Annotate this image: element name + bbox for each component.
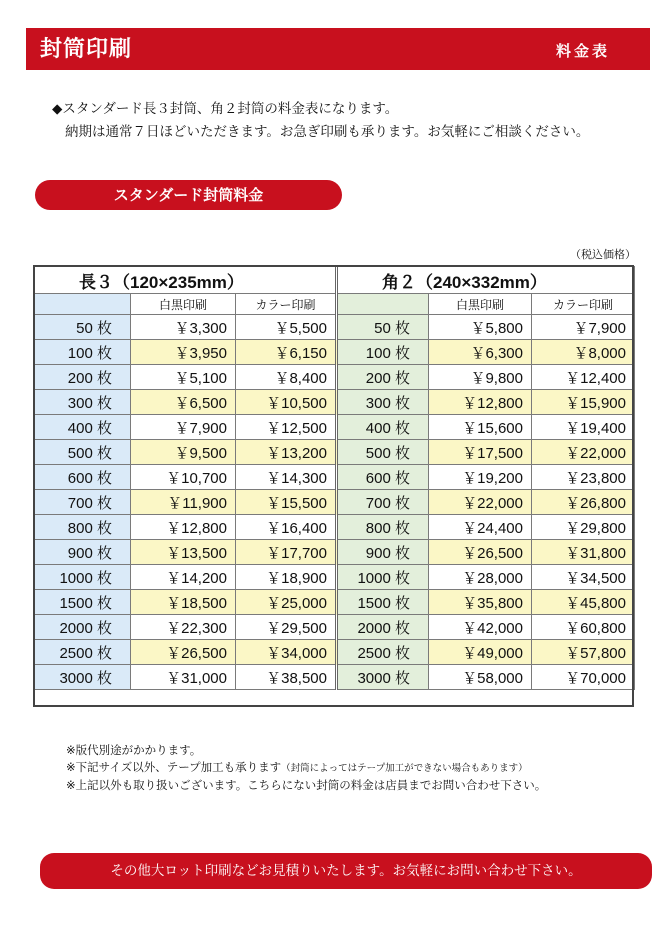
qty-cell-right: 2000 枚 — [337, 615, 429, 640]
notes — [66, 742, 546, 794]
color-price-kaku2: ￥26,800 — [532, 490, 635, 515]
qty-cell-left: 1500 枚 — [35, 590, 131, 615]
mono-price-naga3: ￥12,800 — [131, 515, 236, 540]
mono-price-naga3: ￥7,900 — [131, 415, 236, 440]
table-row — [35, 490, 635, 515]
qty-cell-left: 300 枚 — [35, 390, 131, 415]
col-header-mono-left: 白黒印刷 — [131, 294, 236, 315]
tax-note: （税込価格） — [570, 248, 636, 261]
table-row — [35, 590, 635, 615]
table-row — [35, 390, 635, 415]
qty-cell-left: 700 枚 — [35, 490, 131, 515]
mono-price-naga3: ￥10,700 — [131, 465, 236, 490]
table-row — [35, 565, 635, 590]
intro-line-2: 納期は通常７日ほどいただきます。お急ぎ印刷も承ります。お気軽にご相談ください。 — [65, 124, 590, 140]
mono-price-naga3: ￥14,200 — [131, 565, 236, 590]
mono-price-naga3: ￥18,500 — [131, 590, 236, 615]
qty-cell-right: 900 枚 — [337, 540, 429, 565]
mono-price-kaku2: ￥24,400 — [429, 515, 532, 540]
qty-cell-left: 2500 枚 — [35, 640, 131, 665]
section-label: スタンダード封筒料金 — [35, 180, 342, 210]
qty-cell-left: 100 枚 — [35, 340, 131, 365]
mono-price-kaku2: ￥28,000 — [429, 565, 532, 590]
color-price-naga3: ￥25,000 — [236, 590, 337, 615]
qty-cell-right: 500 枚 — [337, 440, 429, 465]
page-title: 封筒印刷 — [40, 37, 133, 62]
color-price-naga3: ￥18,900 — [236, 565, 337, 590]
price-table — [34, 266, 635, 690]
mono-price-kaku2: ￥12,800 — [429, 390, 532, 415]
color-price-kaku2: ￥29,800 — [532, 515, 635, 540]
mono-price-naga3: ￥26,500 — [131, 640, 236, 665]
qty-cell-right: 2500 枚 — [337, 640, 429, 665]
mono-price-naga3: ￥5,100 — [131, 365, 236, 390]
color-price-kaku2: ￥23,800 — [532, 465, 635, 490]
qty-cell-right: 400 枚 — [337, 415, 429, 440]
group-header-naga3: 長３（120×235mm） — [35, 267, 337, 294]
qty-cell-left: 600 枚 — [35, 465, 131, 490]
mono-price-naga3: ￥3,950 — [131, 340, 236, 365]
table-row — [35, 465, 635, 490]
col-header-mono-right: 白黒印刷 — [429, 294, 532, 315]
col-header-color-left: カラー印刷 — [236, 294, 337, 315]
table-row — [35, 640, 635, 665]
color-price-naga3: ￥14,300 — [236, 465, 337, 490]
qty-cell-left: 800 枚 — [35, 515, 131, 540]
qty-cell-right: 3000 枚 — [337, 665, 429, 690]
color-price-kaku2: ￥60,800 — [532, 615, 635, 640]
mono-price-kaku2: ￥22,000 — [429, 490, 532, 515]
color-price-kaku2: ￥34,500 — [532, 565, 635, 590]
color-price-naga3: ￥12,500 — [236, 415, 337, 440]
color-price-kaku2: ￥7,900 — [532, 315, 635, 340]
mono-price-kaku2: ￥35,800 — [429, 590, 532, 615]
qty-cell-left: 200 枚 — [35, 365, 131, 390]
color-price-kaku2: ￥45,800 — [532, 590, 635, 615]
mono-price-kaku2: ￥26,500 — [429, 540, 532, 565]
table-row — [35, 665, 635, 690]
table-row — [35, 365, 635, 390]
qty-cell-left: 50 枚 — [35, 315, 131, 340]
qty-cell-left: 1000 枚 — [35, 565, 131, 590]
qty-cell-left: 500 枚 — [35, 440, 131, 465]
col-header-qty-left — [35, 294, 131, 315]
group-header-kaku2: 角２（240×332mm） — [337, 267, 635, 294]
note-2 — [66, 759, 546, 777]
qty-cell-right: 1000 枚 — [337, 565, 429, 590]
color-price-kaku2: ￥8,000 — [532, 340, 635, 365]
mono-price-naga3: ￥22,300 — [131, 615, 236, 640]
mono-price-kaku2: ￥49,000 — [429, 640, 532, 665]
qty-cell-right: 800 枚 — [337, 515, 429, 540]
page-subtitle: 料金表 — [555, 42, 610, 60]
qty-cell-right: 600 枚 — [337, 465, 429, 490]
mono-price-kaku2: ￥6,300 — [429, 340, 532, 365]
note-2-detail: （封筒によってはテープ加工ができない場合もあります） — [281, 763, 528, 774]
mono-price-naga3: ￥9,500 — [131, 440, 236, 465]
color-price-naga3: ￥29,500 — [236, 615, 337, 640]
color-price-kaku2: ￥12,400 — [532, 365, 635, 390]
qty-cell-right: 700 枚 — [337, 490, 429, 515]
color-price-naga3: ￥34,000 — [236, 640, 337, 665]
color-price-naga3: ￥6,150 — [236, 340, 337, 365]
qty-cell-right: 50 枚 — [337, 315, 429, 340]
qty-cell-left: 2000 枚 — [35, 615, 131, 640]
mono-price-kaku2: ￥5,800 — [429, 315, 532, 340]
color-price-kaku2: ￥31,800 — [532, 540, 635, 565]
intro-line-1: ◆スタンダード長３封筒、角２封筒の料金表になります。 — [52, 101, 399, 117]
table-row — [35, 615, 635, 640]
footer-banner: その他大ロット印刷などお見積りいたします。お気軽にお問い合わせ下さい。 — [40, 853, 652, 889]
qty-cell-right: 200 枚 — [337, 365, 429, 390]
note-1: ※版代別途がかかります。 — [66, 743, 202, 757]
color-price-naga3: ￥16,400 — [236, 515, 337, 540]
color-price-kaku2: ￥70,000 — [532, 665, 635, 690]
mono-price-kaku2: ￥15,600 — [429, 415, 532, 440]
table-row — [35, 540, 635, 565]
qty-cell-left: 400 枚 — [35, 415, 131, 440]
note-3: ※上記以外も取り扱いございます。こちらにない封筒の料金は店員までお問い合わせ下さい。 — [66, 778, 547, 792]
mono-price-naga3: ￥13,500 — [131, 540, 236, 565]
color-price-naga3: ￥17,700 — [236, 540, 337, 565]
qty-cell-right: 1500 枚 — [337, 590, 429, 615]
color-price-naga3: ￥10,500 — [236, 390, 337, 415]
mono-price-kaku2: ￥42,000 — [429, 615, 532, 640]
color-price-kaku2: ￥22,000 — [532, 440, 635, 465]
qty-cell-left: 3000 枚 — [35, 665, 131, 690]
qty-cell-right: 300 枚 — [337, 390, 429, 415]
color-price-naga3: ￥15,500 — [236, 490, 337, 515]
mono-price-kaku2: ￥19,200 — [429, 465, 532, 490]
table-row — [35, 515, 635, 540]
mono-price-naga3: ￥6,500 — [131, 390, 236, 415]
color-price-naga3: ￥5,500 — [236, 315, 337, 340]
table-row — [35, 440, 635, 465]
color-price-kaku2: ￥15,900 — [532, 390, 635, 415]
color-price-naga3: ￥8,400 — [236, 365, 337, 390]
mono-price-kaku2: ￥9,800 — [429, 365, 532, 390]
mono-price-naga3: ￥31,000 — [131, 665, 236, 690]
color-price-kaku2: ￥57,800 — [532, 640, 635, 665]
page-header — [26, 28, 650, 70]
table-row — [35, 415, 635, 440]
mono-price-naga3: ￥11,900 — [131, 490, 236, 515]
note-2-main: ※下記サイズ以外、テープ加工も承ります — [66, 760, 282, 774]
table-row — [35, 315, 635, 340]
qty-cell-right: 100 枚 — [337, 340, 429, 365]
col-header-color-right: カラー印刷 — [532, 294, 635, 315]
qty-cell-left: 900 枚 — [35, 540, 131, 565]
color-price-naga3: ￥38,500 — [236, 665, 337, 690]
color-price-naga3: ￥13,200 — [236, 440, 337, 465]
mono-price-naga3: ￥3,300 — [131, 315, 236, 340]
table-row — [35, 340, 635, 365]
col-header-qty-right — [337, 294, 429, 315]
color-price-kaku2: ￥19,400 — [532, 415, 635, 440]
mono-price-kaku2: ￥17,500 — [429, 440, 532, 465]
intro-text — [52, 98, 589, 144]
mono-price-kaku2: ￥58,000 — [429, 665, 532, 690]
